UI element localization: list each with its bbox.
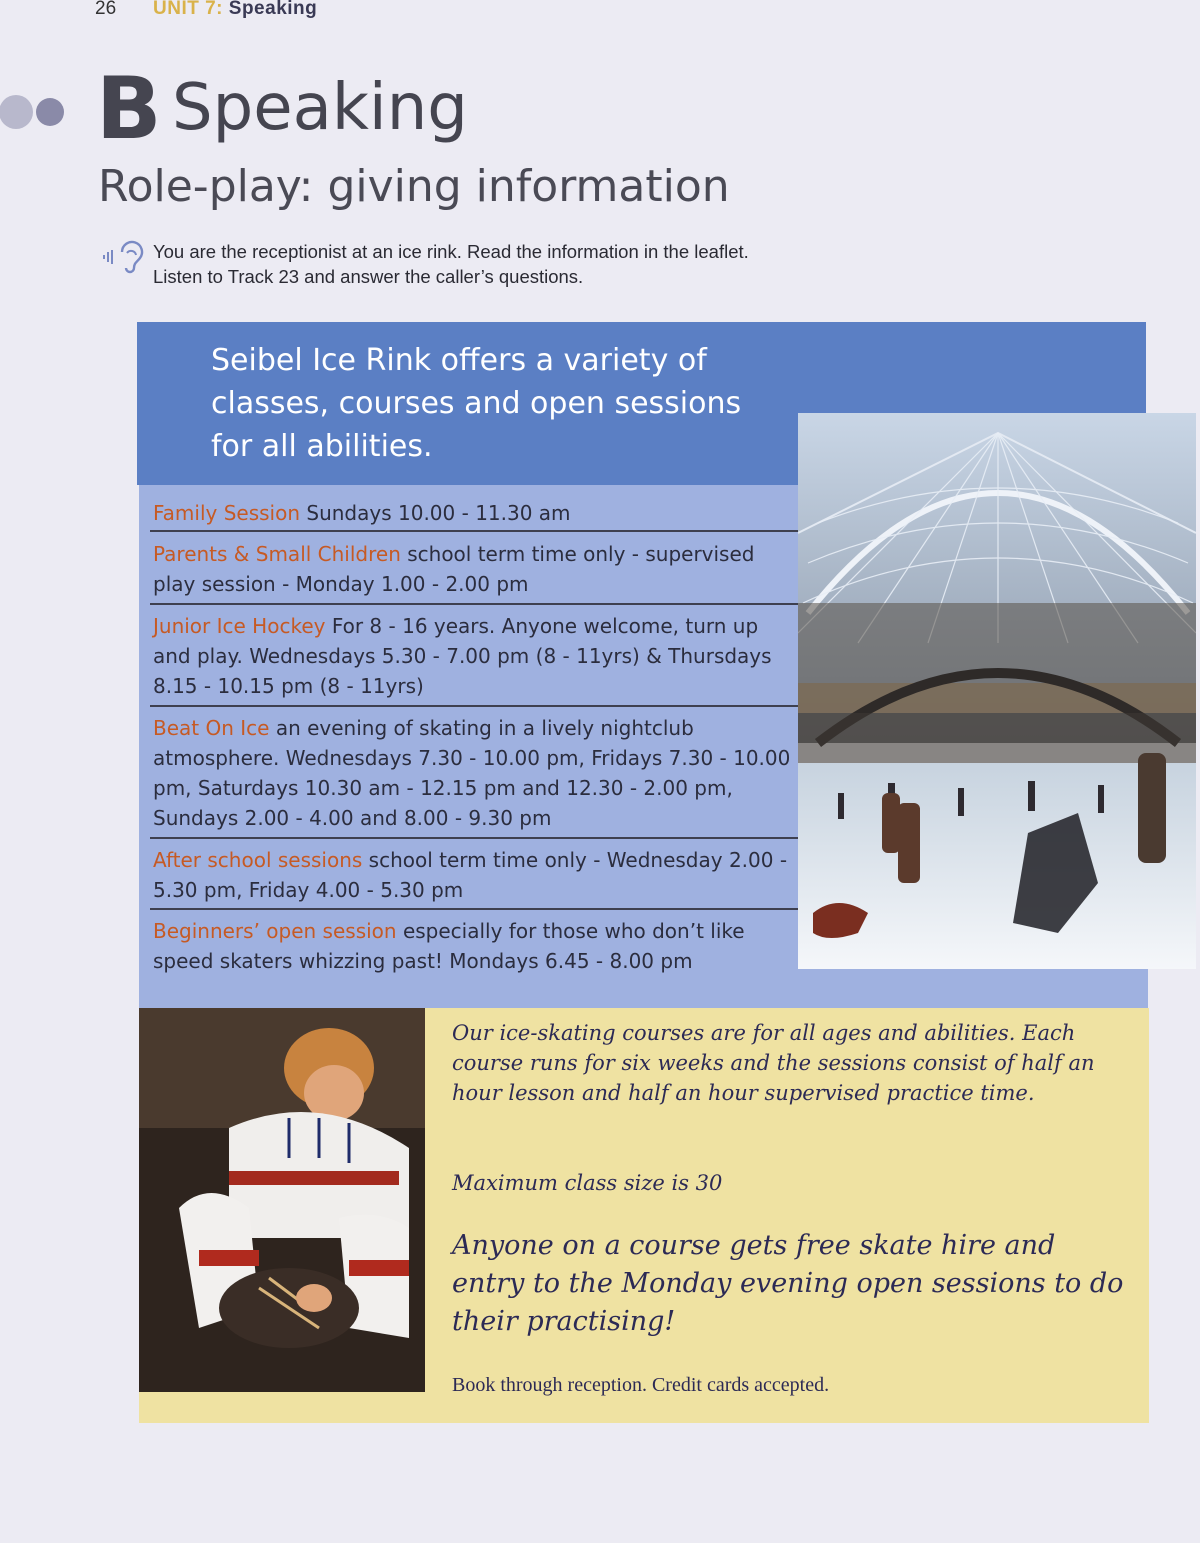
divider (150, 603, 798, 605)
session-details: an evening of skating in a lively nightclub atmosphere. Wednesdays 7.30 - 10.00 pm, Fridays 7.30 - 10.00 pm, Saturdays 10.30 am - 12.15 pm and 12.30 - 2.00 pm, Sundays 2.00 - 4.00 and 8.00 - 9.30 pm (153, 716, 791, 830)
session-details: school term time only - Wednesday 2.00 - 5.30 pm, Friday 4.00 - 5.30 pm (153, 848, 788, 902)
unit-number: UNIT 7: (153, 0, 223, 19)
session-details: Sundays 10.00 - 11.30 am (300, 501, 571, 525)
session-name: Parents & Small Children (153, 542, 401, 566)
listening-ear-icon (100, 238, 146, 274)
skater-lacing-boots-photo (139, 1008, 425, 1392)
leaflet-heading: Seibel Ice Rink offers a variety of classes, courses and open sessions for all abilities. (211, 343, 742, 464)
session-details: For 8 - 16 years. Anyone welcome, turn up and play. Wednesdays 5.30 - 7.00 pm (8 - 11yrs) & Thursdays 8.15 - 10.15 pm (8 - 11yrs) (153, 614, 772, 698)
courses-description: Our ice-skating courses are for all ages and abilities. Each course runs for six weeks and the sessions consist of half an hour lesson and half an hour supervised practice time. (452, 1021, 1095, 1105)
session-family (153, 498, 798, 528)
section-dots-icon (0, 92, 80, 132)
instructions-line-2: Listen to Track 23 and answer the caller’s questions. (153, 266, 584, 287)
session-parents-children (153, 539, 798, 599)
section-letter: B (96, 59, 162, 159)
session-beat-on-ice (153, 713, 798, 833)
max-class-size: Maximum class size is 30 (452, 1171, 723, 1195)
free-skate-offer: Anyone on a course gets free skate hire and entry to the Monday evening open sessions to do their practising! (452, 1230, 1124, 1337)
section-title: Speaking (172, 71, 468, 145)
unit-section: Speaking (228, 0, 318, 19)
booking-info: Book through reception. Credit cards accepted. (452, 1374, 830, 1396)
courses-panel-strip (139, 1392, 425, 1423)
divider (150, 908, 798, 910)
session-name: Family Session (153, 501, 301, 525)
instructions-line-1: You are the receptionist at an ice rink. Read the information in the leaflet. (153, 241, 749, 262)
divider (150, 837, 798, 839)
session-beginners (153, 916, 798, 976)
instructions (153, 239, 749, 289)
session-junior-hockey (153, 611, 798, 701)
session-name: After school sessions (153, 848, 363, 872)
session-after-school (153, 845, 798, 905)
page-subtitle: Role-play: giving information (98, 161, 730, 212)
session-details: especially for those who don’t like speed skaters whizzing past! Mondays 6.45 - 8.00 pm (153, 919, 745, 973)
session-name: Beat On Ice (153, 716, 270, 740)
divider (150, 530, 798, 532)
ice-rink-photo (798, 413, 1196, 969)
session-details: school term time only - supervised play session - Monday 1.00 - 2.00 pm (153, 542, 755, 596)
divider (150, 705, 798, 707)
session-name: Beginners’ open session (153, 919, 397, 943)
unit-label (153, 0, 317, 20)
session-name: Junior Ice Hockey (153, 614, 326, 638)
page-number: 26 (95, 0, 117, 19)
